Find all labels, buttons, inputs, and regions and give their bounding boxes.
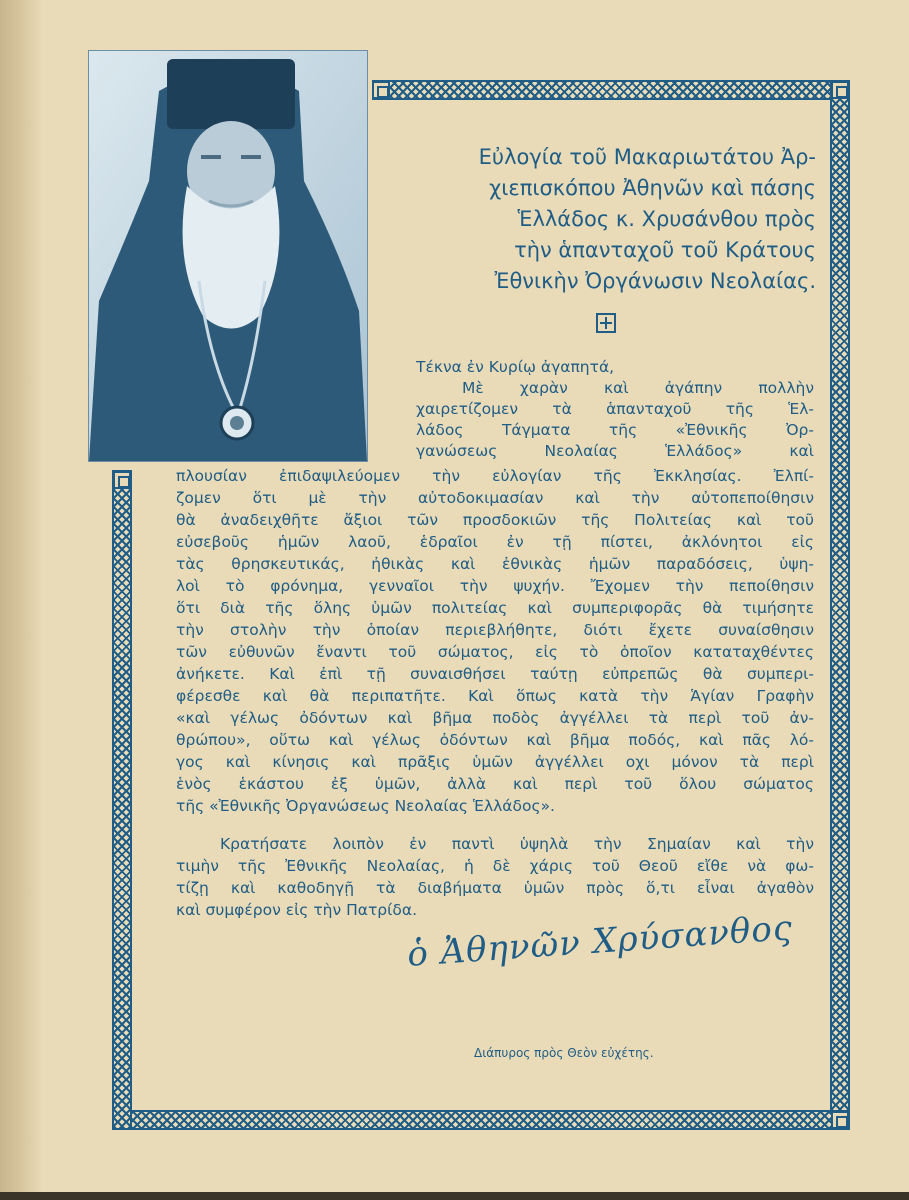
signature-text: ὁ Ἀθηνῶν Χρύσανθος (406, 908, 795, 975)
decorative-border-bottom (112, 1110, 850, 1130)
border-corner-ornament (372, 81, 390, 99)
page-gutter-shadow (0, 0, 42, 1200)
title-line: Ἐθνικὴν Ὀργάνωσιν Νεολαίας. (494, 269, 816, 293)
body-line: εὐσεβοῦς ἡμῶν λαοῦ, ἑδραῖοι ἐν τῇ πίστει, ἀκλόνητοι εἰς (176, 533, 814, 551)
handwritten-signature (406, 908, 796, 1005)
body-line: τὴν στολὴν τὴν ὁποίαν περιεβλήθητε, διότι ἔχετε συναίσθησιν (176, 621, 814, 639)
body-line: τὰς θρησκευτικάς, ἠθικὰς καὶ ἐθνικὰς ἡμῶν παραδόσεις, ὑψη- (176, 555, 814, 573)
page-bottom-edge (0, 1192, 909, 1200)
body-line: Μὲ χαρὰν καὶ ἀγάπην πολλὴν (462, 379, 814, 397)
title-line: τὴν ἁπανταχοῦ τοῦ Κράτους (514, 238, 816, 262)
decorative-border-top (372, 80, 850, 100)
closing-line: Διάπυρος πρὸς Θεὸν εὐχέτης. (474, 1046, 654, 1060)
body-line: τιμὴν τῆς Ἐθνικῆς Νεολαίας, ἡ δὲ χάρις τοῦ Θεοῦ εἴθε νὰ φω- (176, 857, 814, 875)
body-line: χαιρετίζομεν τὰ ἁπανταχοῦ τῆς Ἑλ- (416, 400, 814, 418)
title-line: χιεπισκόπου Ἀθηνῶν καὶ πάσης (489, 176, 816, 200)
body-line: τῶν εὐθυνῶν ἔναντι τοῦ σώματος, εἰς τὸ ὁποῖον καταταχθέντες (176, 643, 814, 661)
body-line: φέρεσθε καὶ θὰ περιπατῆτε. Καὶ ὅπως κατὰ τὴν Ἁγίαν Γραφὴν (176, 687, 814, 705)
body-line: καὶ συμφέρον εἰς τὴν Πατρίδα. (176, 901, 417, 919)
title-line: Εὐλογία τοῦ Μακαριωτάτου Ἀρ- (478, 145, 816, 169)
portrait-photo (88, 50, 368, 462)
body-line: λοὶ τὸ φρόνημα, γενναῖοι τὴν ψυχήν. Ἔχομεν τὴν πεποίθησιν (176, 577, 814, 595)
body-line: γανώσεως Νεολαίας Ἑλλάδος» καὶ (416, 442, 814, 460)
border-corner-ornament (113, 471, 131, 489)
decorative-border-right (830, 80, 850, 1130)
salutation: Τέκνα ἐν Κυρίῳ ἀγαπητά, (416, 358, 615, 376)
body-line: γος καὶ κίνησις καὶ πρᾶξις ὑμῶν ἀγγέλλει οχι μόνον τὰ περὶ (176, 753, 814, 771)
body-line: ἑνὸς ἑκάστου ἐξ ὑμῶν, ἀλλὰ καὶ περὶ τοῦ ὅλου σώματος (176, 775, 814, 793)
body-line: ὅτι διὰ τῆς ὅλης ὑμῶν πολιτείας καὶ συμπεριφορᾶς θὰ τιμήσητε (176, 599, 814, 617)
cross-ornament-icon (596, 313, 616, 333)
title-line: Ἑλλάδος κ. Χρυσάνθου πρὸς (517, 207, 816, 231)
body-line: πλουσίαν ἐπιδαψιλεύομεν τὴν εὐλογίαν τῆς Ἐκκλησίας. Ἐλπί- (176, 467, 814, 485)
body-line: τῆς «Ἐθνικῆς Ὀργανώσεως Νεολαίας Ἑλλάδος». (176, 797, 555, 815)
body-line: λάδος Τάγματα τῆς «Ἐθνικῆς Ὀρ- (416, 421, 814, 439)
body-line: τίζῃ καὶ καθοδηγῇ τὰ διαβήματα ὑμῶν πρὸς ὅ,τι εἶναι ἀγαθὸν (176, 879, 814, 897)
body-line: «καὶ γέλως ὀδόντων καὶ βῆμα ποδὸς ἀγγέλλει τὰ περὶ τοῦ ἀν- (176, 709, 814, 727)
border-corner-ornament (831, 81, 849, 99)
archbishop-portrait-image (89, 51, 367, 461)
body-line: ζομεν ὅτι μὲ τὴν αὐτοδοκιμασίαν καὶ τὴν αὐτοπεποίθησιν (176, 489, 814, 507)
body-line: Κρατήσατε λοιπὸν ἐν παντὶ ὑψηλὰ τὴν Σημαίαν καὶ τὴν (220, 835, 814, 853)
body-line: ἀνήκετε. Καὶ ἐπὶ τῇ συναισθήσει ταύτῃ εὐπρεπῶς θὰ συμπερι- (176, 665, 814, 683)
body-line: θὰ ἀναδειχθῆτε ἄξιοι τῶν προσδοκιῶν τῆς Πολιτείας καὶ τοῦ (176, 511, 814, 529)
border-corner-ornament (831, 1111, 849, 1129)
body-line: θρώπου», οὕτω καὶ γέλως ὀδόντων καὶ βῆμα ποδός, καὶ πᾶς λό- (176, 731, 814, 749)
decorative-border-left (112, 470, 132, 1130)
page-title (396, 142, 816, 297)
